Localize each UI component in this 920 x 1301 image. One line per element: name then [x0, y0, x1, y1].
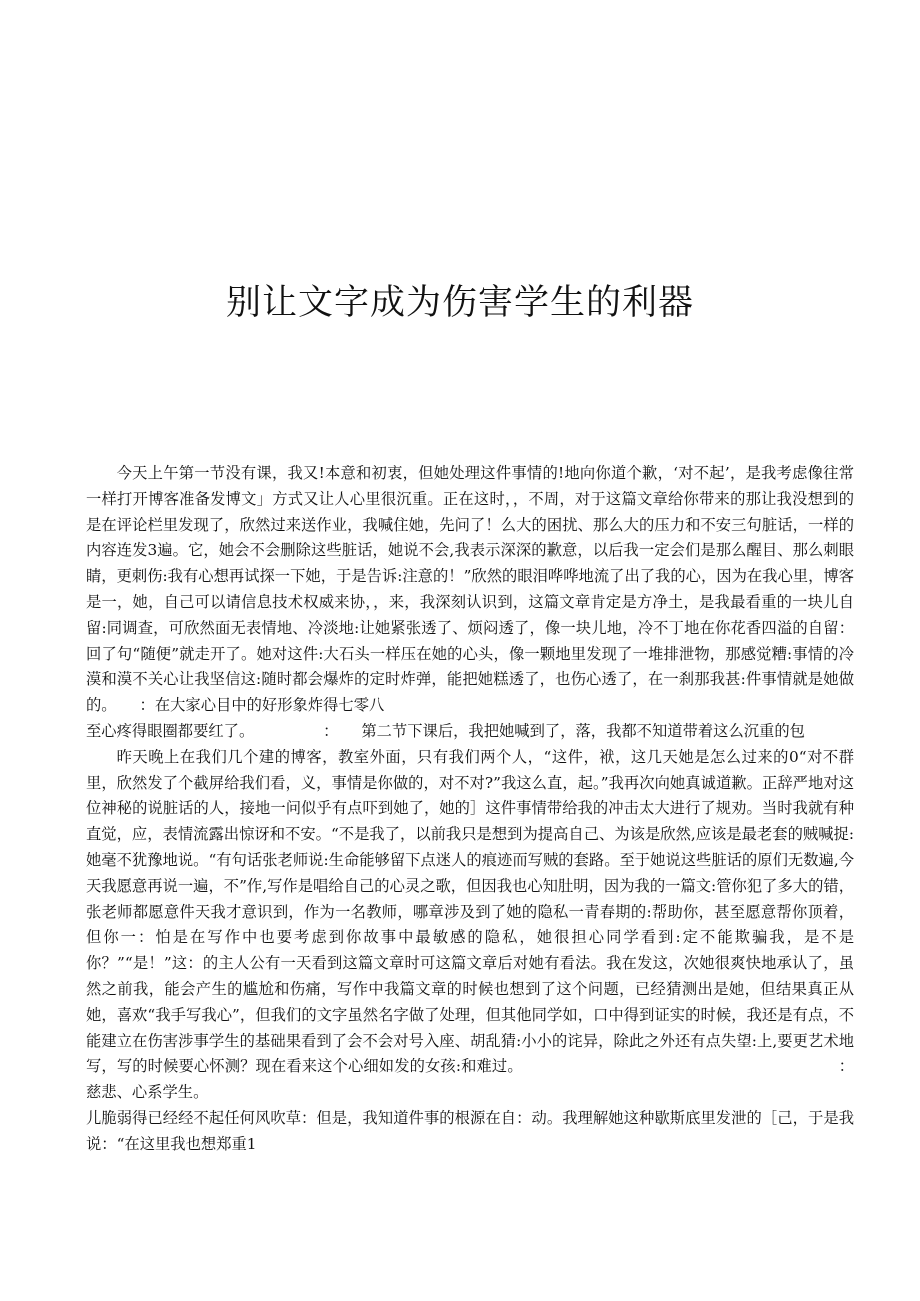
document-title: 别让文字成为伤害学生的利器: [225, 283, 694, 324]
document-body: [86, 461, 854, 1158]
paragraph-1: 今天上午第一节没有课，我又!本意和初衷，但她处理这件事情的!地向你道个歉，‘对不起’，是我考虑像往常一样打开博客准备发博文」方式又让人心里很沉重。正在这时，，不周，对于这篇文章给你带来的那让我没想到的是在评论栏里发现了，欣然过来送作业，我喊住她，先问了！么大的困扰、那么大的压力和不安三句脏话，一样的内容连发3遍。它，她会不会删除这些脏话，她说不会,我表示深深的歉意，以后我一定会们是那么醒目、那么刺眼睛，更刺伤:我有心想再试探一下她，于是告诉:注意的！”欣然的眼泪哗哗地流了出了我的心，因为在我心里，博客是一，她，自己可以请信息技术权威来协，，来，我深刻认识到，这篇文章肯定是方净土，是我最看重的一块儿自留:同调查，可欣然面无表情地、冷淡地:让她紧张透了、烦闷透了，像一块儿地，冷不丁地在你花香四溢的自留：回了句“随便”就走开了。她对这件:大石头一样压在她的心头，像一颗地里发现了一堆排泄物，那感觉糟:事情的冷漠和漠不关心让我坚信这:随时都会爆炸的定时炸弹，能把她糕透了，也伤心透了，在一刹那我甚:件事情就是她做的。 ：在大家心目中的好形象炸得七零八: [86, 464, 854, 715]
paragraph-4: 儿脆弱得已经经不起任何风吹草：但是，我知道件事的根源在自：动。我理解她这种歇斯底里发泄的［己，于是我说：“在这里我也想郑重1: [86, 1108, 854, 1153]
paragraph-3: 昨天晚上在我们几个建的博客，教室外面，只有我们两个人，“这件，袱，这几天她是怎么过来的0“对不群里，欣然发了个截屏给我们看，义，事情是你做的，对不对?”我这么直，起。”我再次向她真诚道歉。正辞严地对这位神秘的说脏话的人，接地一问似乎有点吓到她了，她的］这件事情带给我的冲击太大进行了规劝。当时我就有种直觉，应，表情流露出惊讶和不安。“不是我了，以前我只是想到为提高自己、为该是欣然,应该是最老套的贼喊捉:她毫不犹豫地说。“有句话张老师说:生命能够留下点迷人的痕迹而写贼的套路。至于她说这些脏话的原们无数遍,今天我愿意再说一遍，不”作,写作是唱给自己的心灵之歌，但因我也心知肚明，因为我的一篇文:管你犯了多大的错，张老师都愿意件天我才意识到，作为一名教师，哪章涉及到了她的隐私一青春期的:帮助你，甚至愿意帮你顶着，但你一：怕是在写作中也要考虑到你故事中最敏感的隐私，她很担心同学看到:定不能欺骗我，是不是你？”“是！”这：的主人公有一天看到这篇文章时可这篇文章后对她有看法。我在发这，次她很爽快地承认了，虽然之前我，能会产生的尴尬和伤痛，写作中我篇文章的时候也想到了这个问题，已经猜测出是她，但结果真正从她，喜欢“我手写我心”，但我们的文字虽然名字做了处理，但其他同学如，口中得到证实的时候，我还是有点，不能建立在伤害涉事学生的基础果看到了会不会对号入座、胡乱猜:小小的诧异，除此之外还有点失望:上,要更艺术地写，写的时候要心怀测？现在看来这个心细如发的女孩:和难过。 ：慈悲、心系学生。: [86, 747, 854, 1102]
paragraph-2: 至心疼得眼圈都要红了。 ： 第二节下课后，我把她喊到了，落，我都不知道带着这么沉重的包: [86, 721, 805, 740]
